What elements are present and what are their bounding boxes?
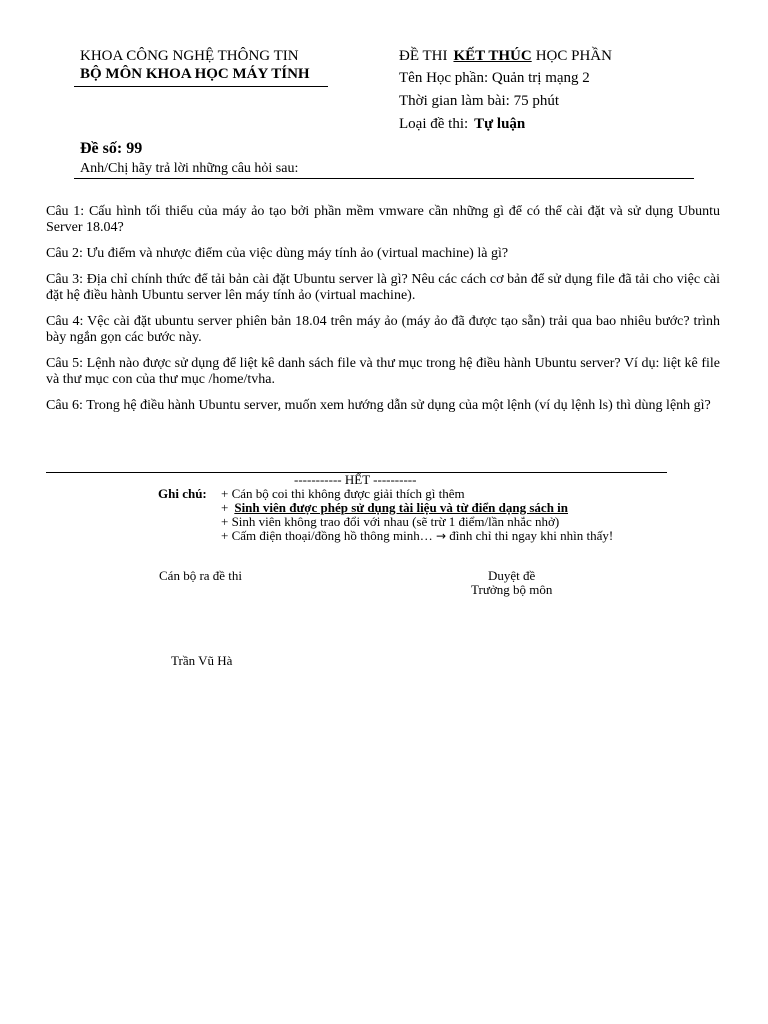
note-label: Ghi chú: (158, 486, 207, 501)
exam-duration: Thời gian làm bài: 75 phút (399, 93, 559, 109)
department-name: BỘ MÔN KHOA HỌC MÁY TÍNH (80, 66, 310, 82)
end-marker: ----------- HẾT ---------- (294, 472, 417, 487)
note-4-prefix: + Cấm điện thoại/đồng hồ thông minh… (221, 528, 433, 543)
faculty-name: KHOA CÔNG NGHỆ THÔNG TIN (80, 48, 299, 64)
note-3: + Sinh viên không trao đổi với nhau (sẽ trừ 1 điểm/lần nhắc nhở) (221, 514, 560, 529)
question-3: Câu 3: Địa chỉ chính thức để tải bản cài đặt Ubuntu server là gì? Nêu các cách cơ bản để sử dụng file đã tải cho việc cài đặt hệ điều hành Ubuntu server lên máy tính ảo (virtual machine). (46, 272, 720, 303)
approve-label: Duyệt đề (488, 568, 536, 583)
intro-divider (74, 178, 694, 179)
note-2-prefix: + (221, 500, 229, 515)
question-4: Câu 4: Vệc cài đặt ubuntu server phiên bản 18.04 trên máy ảo (máy ảo đã được tạo sẵn) trải qua bao nhiêu bước? trình bày ngắn gọn các bước này. (46, 314, 720, 345)
question-5: Câu 5: Lệnh nào được sử dụng để liệt kê danh sách file và thư mục trong hệ điều hành Ubuntu server? Ví dụ: liệt kê file và thư mục con của thư mục /home/tvha. (46, 356, 720, 387)
question-2: Câu 2: Ưu điểm và nhược điểm của việc dùng máy tính ảo (virtual machine) là gì? (46, 246, 509, 261)
exam-type-value: Tự luận (474, 116, 526, 132)
exam-title-prefix: ĐỀ THI (399, 48, 448, 64)
note-4 (221, 528, 613, 544)
arrow-right-icon: → (435, 529, 447, 543)
author-label: Cán bộ ra đề thi (159, 568, 243, 583)
exam-type (399, 116, 525, 133)
exam-intro: Anh/Chị hãy trả lời những câu hỏi sau: (80, 161, 299, 176)
question-list (46, 204, 720, 424)
author-name: Trần Vũ Hà (171, 653, 233, 668)
note-4-suffix: đình chỉ thi ngay khi nhìn thấy! (449, 528, 614, 543)
exam-title-emph: KẾT THÚC (453, 48, 532, 64)
course-name: Tên Học phần: Quản trị mạng 2 (399, 70, 590, 86)
exam-number: Đề số: 99 (80, 140, 143, 157)
note-1: + Cán bộ coi thi không được giải thích gì thêm (221, 486, 465, 501)
exam-type-label: Loại đề thi: (399, 116, 469, 132)
head-label: Trưởng bộ môn (471, 582, 553, 597)
question-6: Câu 6: Trong hệ điều hành Ubuntu server, muốn xem hướng dẫn sử dụng của một lệnh (ví dụ lệnh ls) thì dùng lệnh gì? (46, 398, 711, 413)
exam-title (399, 48, 612, 65)
exam-title-suffix: HỌC PHẦN (535, 48, 612, 64)
note-2-emph: Sinh viên được phép sử dụng tài liệu và từ điển dạng sách in (234, 500, 569, 515)
header-divider (74, 86, 328, 87)
question-1: Câu 1: Cấu hình tối thiểu của máy ảo tạo bởi phần mềm vmware cần những gì để có thể cài đặt và sử dụng Ubuntu Server 18.04? (46, 204, 720, 235)
